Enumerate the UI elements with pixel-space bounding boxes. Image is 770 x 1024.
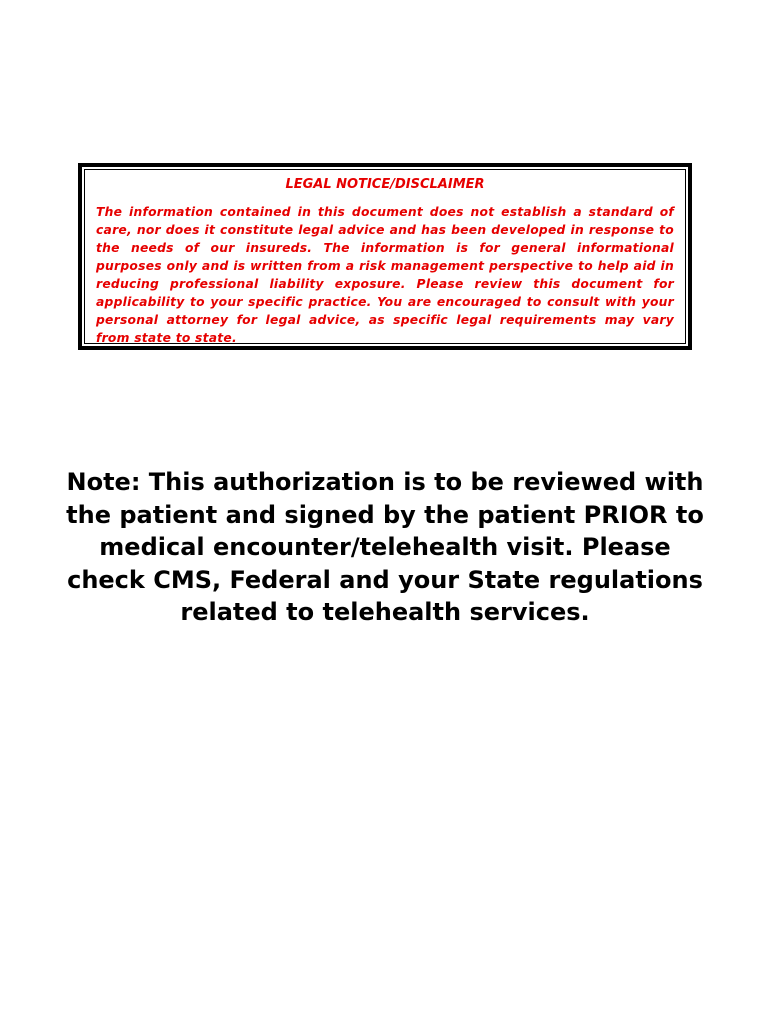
authorization-note: Note: This authorization is to be reviewed with the patient and signed by the patient PRIOR to medical encounter/telehealth visit. Please check CMS, Federal and your State regulations related to telehealth services.	[66, 468, 704, 626]
disclaimer-body-text: The information contained in this document does not establish a standard of care, nor does it constitute legal advice and has been developed in response to the needs of our insureds. The information is for general informational purposes only and is written from a risk management perspective to help aid in reducing professional liability exposure. Please review this document for applicability to your specific practice. You are encouraged to consult with your personal attorney for legal advice, as specific legal requirements may vary from state to state.	[96, 205, 674, 345]
disclaimer-title: LEGAL NOTICE/DISCLAIMER	[285, 177, 485, 192]
legal-disclaimer-inner-frame	[84, 169, 686, 344]
legal-disclaimer-box	[78, 163, 692, 350]
